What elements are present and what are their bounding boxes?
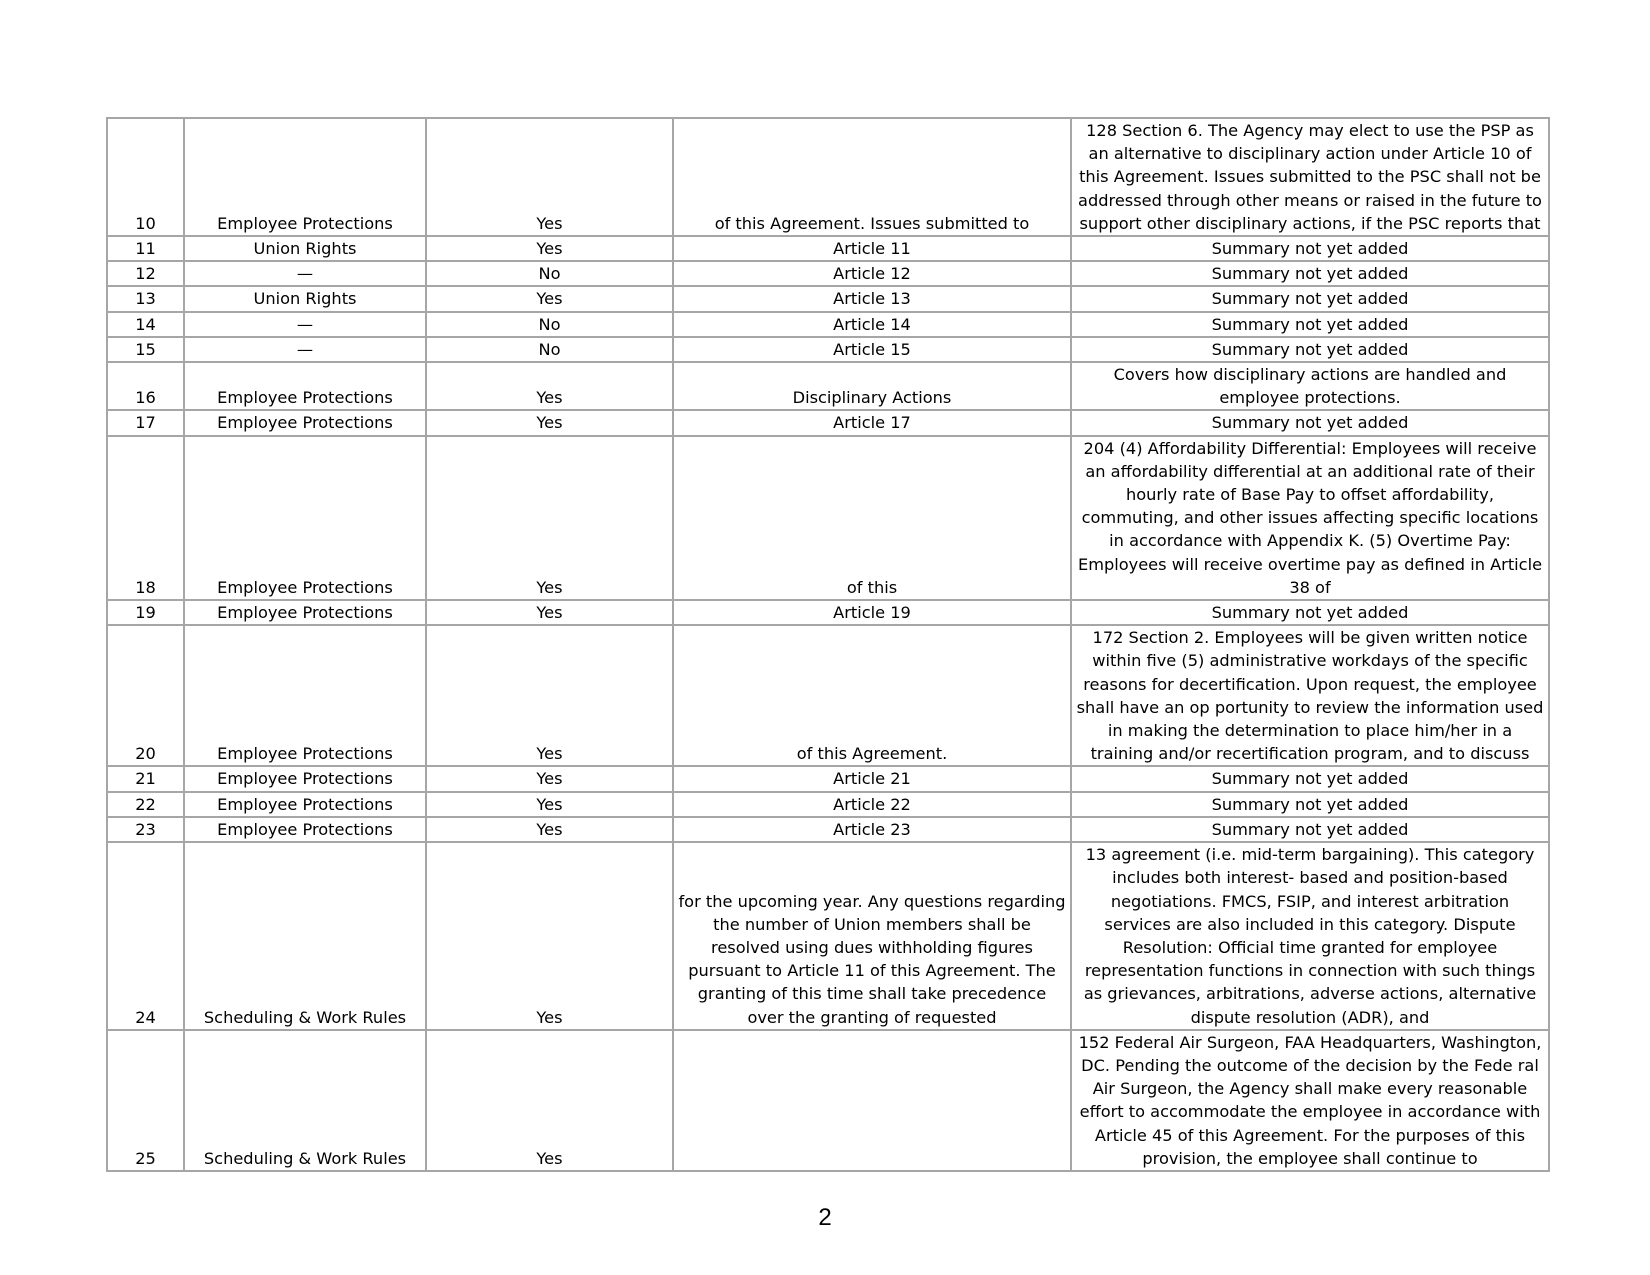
summary-cell: 128 Section 6. The Agency may elect to use the PSP as an alternative to disciplinary action under Article 10 of this Agreement. Issues submitted to the PSC shall not be addressed through other means or raised in the future to support other disciplinary actions, if the PSC reports that <box>1071 118 1549 236</box>
category-cell: Employee Protections <box>184 625 426 766</box>
flag-cell: Yes <box>426 362 673 410</box>
table-row <box>107 337 1549 362</box>
reference-cell: Article 11 <box>673 236 1071 261</box>
flag-cell: No <box>426 312 673 337</box>
flag-cell: Yes <box>426 436 673 600</box>
table-row <box>107 362 1549 410</box>
article-number-cell: 15 <box>107 337 184 362</box>
reference-cell: Article 17 <box>673 410 1071 435</box>
summary-cell: 13 agreement (i.e. mid-term bargaining). This category includes both interest- based and position-based negotiations. FMCS, FSIP, and interest arbitration services are also included in this category. Dispute Resolution: Official time granted for employee representation functions in connection with such things as grievances, arbitrations, adverse actions, alternative dispute resolution (ADR), and <box>1071 842 1549 1030</box>
table-row <box>107 312 1549 337</box>
table-row <box>107 817 1549 842</box>
flag-cell: Yes <box>426 792 673 817</box>
summary-cell: 152 Federal Air Surgeon, FAA Headquarters, Washington, DC. Pending the outcome of the decision by the Fede ral Air Surgeon, the Agency shall make every reasonable effort to accommodate the employee in accordance with Article 45 of this Agreement. For the purposes of this provision, the employee shall continue to <box>1071 1030 1549 1171</box>
table-row <box>107 792 1549 817</box>
category-cell: Employee Protections <box>184 362 426 410</box>
flag-cell: Yes <box>426 236 673 261</box>
flag-cell: Yes <box>426 766 673 791</box>
article-number-cell: 12 <box>107 261 184 286</box>
flag-cell: Yes <box>426 410 673 435</box>
table-row <box>107 600 1549 625</box>
summary-cell: Summary not yet added <box>1071 261 1549 286</box>
article-number-cell: 14 <box>107 312 184 337</box>
reference-cell: of this Agreement. Issues submitted to <box>673 118 1071 236</box>
category-cell: — <box>184 261 426 286</box>
reference-cell: Article 22 <box>673 792 1071 817</box>
category-cell: Employee Protections <box>184 410 426 435</box>
summary-cell: Summary not yet added <box>1071 766 1549 791</box>
flag-cell: Yes <box>426 842 673 1030</box>
category-cell: Employee Protections <box>184 600 426 625</box>
category-cell: Employee Protections <box>184 118 426 236</box>
summary-cell: Covers how disciplinary actions are handled and employee protections. <box>1071 362 1549 410</box>
summary-cell: Summary not yet added <box>1071 600 1549 625</box>
category-cell: — <box>184 312 426 337</box>
article-number-cell: 13 <box>107 286 184 311</box>
category-cell: Employee Protections <box>184 766 426 791</box>
category-cell: — <box>184 337 426 362</box>
article-number-cell: 24 <box>107 842 184 1030</box>
flag-cell: No <box>426 337 673 362</box>
article-number-cell: 16 <box>107 362 184 410</box>
article-number-cell: 18 <box>107 436 184 600</box>
table-row <box>107 118 1549 236</box>
reference-cell <box>673 1030 1071 1171</box>
article-number-cell: 25 <box>107 1030 184 1171</box>
summary-cell: Summary not yet added <box>1071 410 1549 435</box>
article-number-cell: 23 <box>107 817 184 842</box>
reference-cell: for the upcoming year. Any questions regarding the number of Union members shall be resolved using dues withholding figures pursuant to Article 11 of this Agreement. The granting of this time shall take precedence over the granting of requested <box>673 842 1071 1030</box>
table-row <box>107 625 1549 766</box>
category-cell: Union Rights <box>184 286 426 311</box>
summary-cell: Summary not yet added <box>1071 236 1549 261</box>
category-cell: Employee Protections <box>184 817 426 842</box>
table-row <box>107 236 1549 261</box>
table-row <box>107 286 1549 311</box>
reference-cell: of this Agreement. <box>673 625 1071 766</box>
article-number-cell: 10 <box>107 118 184 236</box>
table-row <box>107 261 1549 286</box>
category-cell: Scheduling & Work Rules <box>184 842 426 1030</box>
flag-cell: Yes <box>426 1030 673 1171</box>
summary-cell: Summary not yet added <box>1071 312 1549 337</box>
table-row <box>107 766 1549 791</box>
category-cell: Employee Protections <box>184 792 426 817</box>
article-number-cell: 11 <box>107 236 184 261</box>
article-number-cell: 19 <box>107 600 184 625</box>
flag-cell: No <box>426 261 673 286</box>
reference-cell: Disciplinary Actions <box>673 362 1071 410</box>
reference-cell: of this <box>673 436 1071 600</box>
article-number-cell: 17 <box>107 410 184 435</box>
summary-cell: Summary not yet added <box>1071 792 1549 817</box>
article-number-cell: 20 <box>107 625 184 766</box>
reference-cell: Article 23 <box>673 817 1071 842</box>
flag-cell: Yes <box>426 625 673 766</box>
reference-cell: Article 13 <box>673 286 1071 311</box>
summary-cell: Summary not yet added <box>1071 817 1549 842</box>
table-row <box>107 436 1549 600</box>
category-cell: Union Rights <box>184 236 426 261</box>
reference-cell: Article 14 <box>673 312 1071 337</box>
flag-cell: Yes <box>426 286 673 311</box>
flag-cell: Yes <box>426 118 673 236</box>
reference-cell: Article 21 <box>673 766 1071 791</box>
summary-cell: 204 (4) Affordability Differential: Employees will receive an affordability differential at an additional rate of their hourly rate of Base Pay to offset affordability, commuting, and other issues affecting specific locations in accordance with Appendix K. (5) Overtime Pay: Employees will receive overtime pay as defined in Article 38 of <box>1071 436 1549 600</box>
article-number-cell: 22 <box>107 792 184 817</box>
flag-cell: Yes <box>426 817 673 842</box>
reference-cell: Article 19 <box>673 600 1071 625</box>
summary-cell: Summary not yet added <box>1071 337 1549 362</box>
flag-cell: Yes <box>426 600 673 625</box>
table-row <box>107 1030 1549 1171</box>
table-body <box>107 118 1549 1171</box>
reference-cell: Article 12 <box>673 261 1071 286</box>
category-cell: Scheduling & Work Rules <box>184 1030 426 1171</box>
category-cell: Employee Protections <box>184 436 426 600</box>
reference-cell: Article 15 <box>673 337 1071 362</box>
page-number: 2 <box>818 1204 832 1231</box>
article-number-cell: 21 <box>107 766 184 791</box>
summary-cell: Summary not yet added <box>1071 286 1549 311</box>
table-row <box>107 410 1549 435</box>
articles-table <box>106 117 1550 1172</box>
table-row <box>107 842 1549 1030</box>
summary-cell: 172 Section 2. Employees will be given written notice within five (5) administrative workdays of the specific reasons for decertification. Upon request, the employee shall have an op portunity to review the information used in making the determination to place him/her in a training and/or recertification program, and to discuss <box>1071 625 1549 766</box>
